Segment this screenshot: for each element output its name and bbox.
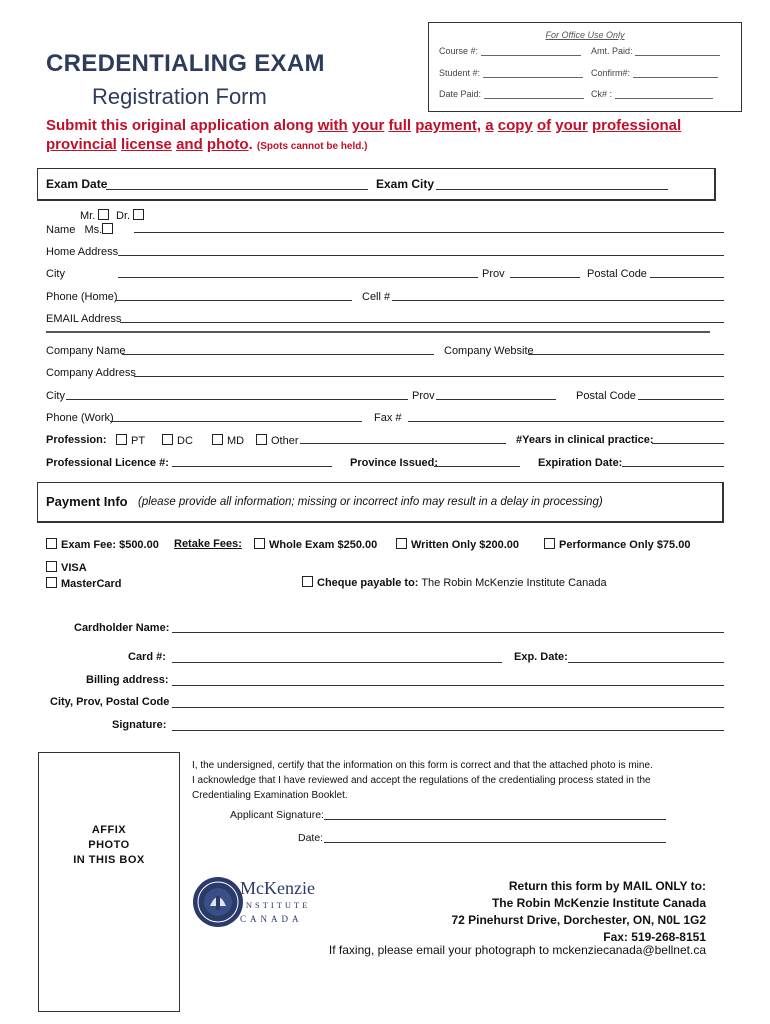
payment-info-box <box>37 482 724 523</box>
dc-checkbox[interactable] <box>162 434 173 445</box>
exp-date-label: Exp. Date: <box>514 651 568 663</box>
other-profession-field[interactable] <box>300 443 506 444</box>
fax-label: Fax # <box>374 412 402 424</box>
cell-label: Cell # <box>362 291 391 303</box>
licence-label: Professional Licence #: <box>46 457 169 469</box>
title-mr: Mr. <box>80 209 113 222</box>
logo-country: CANADA <box>240 914 303 924</box>
date-field[interactable] <box>324 842 666 843</box>
profession-other: Other <box>256 434 299 447</box>
company-address-label: Company Address <box>46 367 136 379</box>
performance-only-option: Performance Only $75.00 <box>544 538 690 551</box>
card-signature-field[interactable] <box>172 730 724 731</box>
expiration-field[interactable] <box>622 466 724 467</box>
card-signature-label: Signature: <box>112 719 167 731</box>
profession-dc: DC <box>162 434 193 447</box>
phone-work-label: Phone (Work) <box>46 412 114 424</box>
exam-details-box <box>37 168 716 201</box>
office-amt-paid: Amt. Paid: <box>591 46 720 56</box>
office-use-box <box>428 22 742 112</box>
email-label: EMAIL Address <box>46 313 122 325</box>
billing-city-label: City, Prov, Postal Code <box>50 696 170 708</box>
profession-label: Profession: <box>46 434 107 446</box>
home-address-label: Home Address <box>46 246 119 258</box>
company-name-field[interactable] <box>122 354 434 355</box>
licence-field[interactable] <box>172 466 332 467</box>
form-subtitle: Registration Form <box>92 84 267 109</box>
mastercard-option: MasterCard <box>46 577 122 590</box>
years-practice-label: #Years in clinical practice: <box>516 434 654 446</box>
fax-field[interactable] <box>408 421 724 422</box>
company-city-field[interactable] <box>66 399 408 400</box>
postal-code-field[interactable] <box>650 277 724 278</box>
name-label: Name Ms. <box>46 223 117 236</box>
phone-home-label: Phone (Home) <box>46 291 118 303</box>
exam-city-field[interactable] <box>436 189 668 190</box>
exam-date-field[interactable] <box>106 189 368 190</box>
company-prov-field[interactable] <box>436 399 556 400</box>
whole-exam-option: Whole Exam $250.00 <box>254 538 377 551</box>
written-only-option: Written Only $200.00 <box>396 538 519 551</box>
company-name-label: Company Name <box>46 345 126 357</box>
profession-pt: PT <box>116 434 145 447</box>
province-issued-label: Province Issued: <box>350 457 439 469</box>
logo-institute: INSTITUTE <box>240 900 311 910</box>
phone-work-field[interactable] <box>110 421 362 422</box>
province-issued-field[interactable] <box>434 466 520 467</box>
title-dr: Dr. <box>116 209 148 222</box>
whole-exam-checkbox[interactable] <box>254 538 265 549</box>
mr-checkbox[interactable] <box>98 209 109 220</box>
company-postal-field[interactable] <box>638 399 724 400</box>
card-number-field[interactable] <box>172 662 502 663</box>
prov-field[interactable] <box>510 277 580 278</box>
pt-checkbox[interactable] <box>116 434 127 445</box>
cardholder-label: Cardholder Name: <box>74 622 170 634</box>
fax-email-note: If faxing, please email your photograph to mckenziecanada@bellnet.ca <box>328 943 706 957</box>
submission-notice: Submit this original application along with your full payment, a copy of your professional provincial license and photo. (Spots cannot be held.) <box>46 117 682 153</box>
years-practice-field[interactable] <box>652 443 724 444</box>
billing-address-label: Billing address: <box>86 674 169 686</box>
dr-checkbox[interactable] <box>133 209 144 220</box>
payment-heading: Payment Info <box>46 494 128 509</box>
applicant-signature-label: Applicant Signature: <box>230 809 324 821</box>
payment-note: (please provide all information; missing or incorrect info may result in a delay in processing) <box>138 496 603 508</box>
company-postal-label: Postal Code <box>576 390 636 402</box>
date-label: Date: <box>298 832 324 844</box>
company-website-field[interactable] <box>528 354 724 355</box>
certification-text: I, the undersigned, certify that the information on this form is correct and that the attached photo is mine. I acknowledge that I have reviewed and accept the regulations of the credentialing process stated in the Credentialing Examination Booklet. <box>192 760 653 801</box>
office-ck: Ck# : <box>591 89 713 99</box>
applicant-signature-field[interactable] <box>324 819 666 820</box>
city-label: City <box>46 268 65 280</box>
photo-instruction: AFFIX PHOTO IN THIS BOX <box>73 824 145 866</box>
exam-city-label: Exam City <box>376 177 435 191</box>
cardholder-field[interactable] <box>172 632 724 633</box>
visa-option: VISA <box>46 561 87 574</box>
expiration-label: Expiration Date: <box>538 457 623 469</box>
office-confirm: Confirm#: <box>591 68 718 78</box>
city-field[interactable] <box>118 277 478 278</box>
company-city-label: City <box>46 390 65 402</box>
mastercard-checkbox[interactable] <box>46 577 57 588</box>
prov-label: Prov <box>482 268 505 280</box>
exp-date-field[interactable] <box>568 662 724 663</box>
retake-fees-label: Retake Fees: <box>174 538 242 550</box>
email-field[interactable] <box>120 322 724 323</box>
ms-checkbox[interactable] <box>102 223 113 234</box>
office-student: Student #: <box>439 68 583 78</box>
form-title: CREDENTIALING EXAM <box>46 50 325 77</box>
logo-name: McKenzie <box>240 878 315 898</box>
return-address: Return this form by MAIL ONLY to: The Robin McKenzie Institute Canada 72 Pinehurst Drive, Dorchester, ON, N0L 1G2 Fax: 519-268-8151 <box>451 879 706 944</box>
company-prov-label: Prov <box>412 390 435 402</box>
cheque-option: Cheque payable to: The Robin McKenzie Institute Canada <box>302 576 607 589</box>
office-use-heading: For Office Use Only <box>545 30 625 40</box>
profession-md: MD <box>212 434 244 447</box>
exam-fee-option: Exam Fee: $500.00 <box>46 538 159 551</box>
billing-address-field[interactable] <box>172 685 724 686</box>
performance-only-checkbox[interactable] <box>544 538 555 549</box>
name-field[interactable] <box>134 232 724 233</box>
mckenzie-seal-icon <box>192 876 244 928</box>
photo-box[interactable] <box>38 752 180 1012</box>
written-only-checkbox[interactable] <box>396 538 407 549</box>
exam-date-label: Exam Date <box>46 177 108 191</box>
md-checkbox[interactable] <box>212 434 223 445</box>
company-website-label: Company Website <box>444 345 534 357</box>
card-number-label: Card #: <box>128 651 166 663</box>
visa-checkbox[interactable] <box>46 561 57 572</box>
billing-city-field[interactable] <box>172 707 724 708</box>
section-divider <box>46 331 710 333</box>
home-address-field[interactable] <box>118 255 724 256</box>
office-course: Course #: <box>439 46 581 56</box>
cheque-checkbox[interactable] <box>302 576 313 587</box>
office-date-paid: Date Paid: <box>439 89 584 99</box>
phone-home-field[interactable] <box>116 300 352 301</box>
exam-fee-checkbox[interactable] <box>46 538 57 549</box>
cell-field[interactable] <box>392 300 724 301</box>
company-address-field[interactable] <box>134 376 724 377</box>
postal-code-label: Postal Code <box>587 268 647 280</box>
other-checkbox[interactable] <box>256 434 267 445</box>
